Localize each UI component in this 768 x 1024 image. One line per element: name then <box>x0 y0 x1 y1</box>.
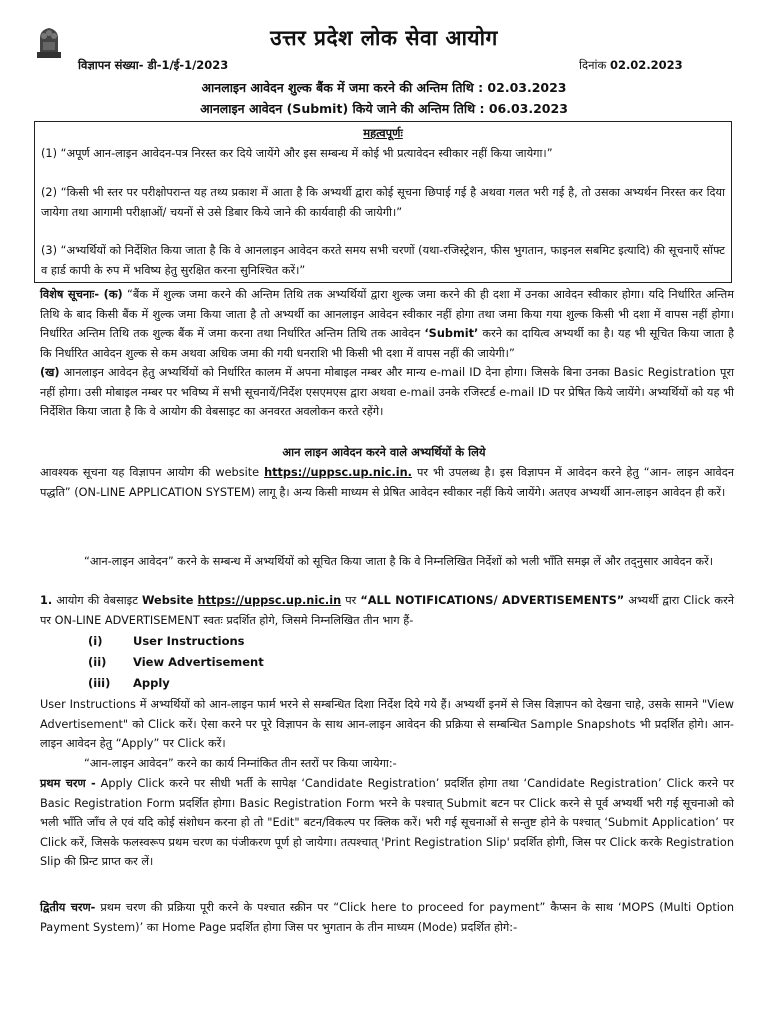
three-stages-intro <box>40 754 734 774</box>
stage-1 <box>40 774 734 872</box>
point-1-text-a: आयोग की वेबसाइट <box>52 594 142 607</box>
kha-label: (ख) <box>40 366 60 379</box>
online-applicants-heading: आन लाइन आवेदन करने वाले अभ्यर्थियों के लिये <box>282 445 486 459</box>
point-1-number: 1. <box>40 594 53 607</box>
essential-notice <box>40 463 734 502</box>
important-heading: महत्वपूर्णः <box>363 126 403 140</box>
important-notice-box <box>34 121 732 283</box>
instruction-paragraph <box>40 552 734 572</box>
instruction-text: “आन-लाइन आवेदन” करने के सम्बन्ध में अभ्यर्थियों को सूचित किया जाता है कि वे निम्नलिखित निर्देशों को भली भाँति समझ लें और तद्नुसार आवेदन करें। <box>84 555 713 568</box>
three-stages-text: “आन-लाइन आवेदन” करने का कार्य निम्नांकित तीन स्तरों पर किया जायेगा:- <box>84 757 397 770</box>
point-1 <box>40 591 734 630</box>
commission-title: उत्तर प्रदेश लोक सेवा आयोग <box>270 26 498 50</box>
part-number: (i) <box>88 634 103 648</box>
part-label: View Advertisement <box>133 655 264 669</box>
special-notice-text-a: “बैंक में शुल्क जमा करने की अन्तिम तिथि तक अभ्यर्थियों द्वारा शुल्क जमा करने की ही दशा में उनका आवेदन स्वीकार होगा। यदि निर्धारित अन्तिम तिथि के बाद किसी बैंक में शुल्क जमा किया जाता है तो अभ्यर्थी का आनलाइन आवेदन स्वीकार नहीं होगा तथा जमा किया गया शुल्क किसी भी दशा में वापस नहीं होगा। निर्धारित अन्तिम तिथि तक शुल्क बैंक में जमा करना तथा निर्धारित अन्तिम तिथि तक आवेदन <box>40 288 734 340</box>
submit-deadline: आनलाइन आवेदन (Submit) किये जाने की अन्तिम तिथि : 06.03.2023 <box>200 101 568 116</box>
special-notice-kha <box>40 363 734 422</box>
stage-2-label: द्वितीय चरण- <box>40 901 96 914</box>
advertisement-date <box>579 58 683 73</box>
stage-2-text: प्रथम चरण की प्रक्रिया पूरी करने के पश्चात स्क्रीन पर “Click here to proceed for payment” कैप्सन के साथ ‘MOPS (Multi Option Payment System)’ का Home Page प्रदर्शित होगा जिस पर भुगतान के तीन माध्यम (Mode) प्रदर्शित होगे:- <box>40 901 734 934</box>
part-number: (ii) <box>88 655 107 669</box>
website-link[interactable]: https://uppsc.up.nic.in. <box>264 466 412 479</box>
date-label: दिनांक <box>579 58 607 72</box>
kha-text: आनलाइन आवेदन हेतु अभ्यर्थियों को निर्धारित कालम में अपना मोबाइल नम्बर और मान्य e-mail ID देना होगा। जिसके बिना उनका Basic Registration पूरा नहीं होगा। उसी मोबाइल नम्बर पर भविष्य में सभी सूचनायें/निर्देश एसएमएस द्वारा अथवा e-mail उनके रजिस्टर्ड e-mail ID पर प्रेषित किये जायेंगे। अभ्यर्थियों को यह भी निर्देशित किया जाता है कि वे आयोग की वेबसाइट का अनवरत अवलोकन करते रहेंगे। <box>40 366 734 418</box>
submit-keyword: ‘Submit’ <box>424 327 479 340</box>
point-1-text-b: पर <box>341 594 361 607</box>
important-point-3: (3) “अभ्यर्थियों को निर्देशित किया जाता है कि वे आनलाइन आवेदन करते समय सभी चरणों (यथा-रजिस्ट्रेशन, फीस भुगतान, फाइनल सबमिट इत्यादि) की सूचनाएँ सॉफ्ट व हार्ड कापी के रुप में भविष्य हेतु सुरक्षित करना सुनिश्चित करें।” <box>41 244 725 277</box>
part-label: Apply <box>133 676 170 690</box>
fee-deadline: आनलाइन आवेदन शुल्क बैंक में जमा करने की अन्तिम तिथि : 02.03.2023 <box>201 80 567 95</box>
date-value: 02.02.2023 <box>609 58 683 72</box>
stage-1-text: Apply Click करने पर सीधी भर्ती के सापेक्ष ‘Candidate Registration’ प्रदर्शित होगा तथा ‘Candidate Registration’ Click करने पर Basic Registration Form प्रदर्शित होगा। Basic Registration Form भरने के पश्चात् Submit बटन पर Click करने से पूर्व अभ्यर्थी भरी गई सूचनाओ को भली भाँति जाँच ले एवं यदि कोई संशोधन करना हो तो "Edit" बटन/विकल्प पर क्लिक करें। भरी गई सूचनाओं से सन्तुष्ट होने के पश्चात् ‘Submit Application’ पर Click करें, जिसके फलस्वरूप प्रथम चरण का पंजीकरण पूर्ण हो जायेगा। तत्पश्चात् 'Print Registration Slip' प्रदर्शित होगी, जिस पर Click करके Registration Slip की प्रिन्ट प्राप्त कर लें। <box>40 777 734 868</box>
essential-notice-text-b: पर भी उपलब्ध है। इस विज्ञापन में आवेदन करने हेतु “आन- लाइन आवेदन पद्धति” (ON-LINE APPLICATION SYSTEM) लागू है। अन्य किसी माध्यम से प्रेषित आवेदन स्वीकार नहीं किये जायेंगे। अतएव अभ्यर्थी आन-लाइन आवेदन ही करें। <box>40 466 734 499</box>
stage-1-label: प्रथम चरण - <box>40 777 96 790</box>
important-point-1: (1) “अपूर्ण आन-लाइन आवेदन-पत्र निरस्त कर दिये जायेंगे और इस सम्बन्ध में कोई भी प्रत्यावेदन स्वीकार नहीं किया जायेगा।” <box>41 147 553 160</box>
part-number: (iii) <box>88 676 111 690</box>
part-label: User Instructions <box>133 634 245 648</box>
stage-2 <box>40 898 734 937</box>
website-word: Website <box>141 594 194 607</box>
part-apply <box>88 676 170 690</box>
part-user-instructions <box>88 634 245 648</box>
special-notice-label: विशेष सूचनाः- (क) <box>40 288 123 301</box>
important-point-2: (2) “किसी भी स्तर पर परीक्षोपरान्त यह तथ्य प्रकाश में आता है कि अभ्यर्थी द्वारा कोई सूचना छिपाई गई है अथवा गलत भरी गई है, तो उसका अभ्यर्थन निरस्त कर दिया जायेगा तथा आगामी परीक्षाओं/ चयनों से उसे डिबार किये जाने की कार्यवाही की जायेगी।” <box>41 186 725 219</box>
user-instructions-paragraph: User Instructions में अभ्यर्थियों को आन-लाइन फार्म भरने से सम्बन्धित दिशा निर्देश दिये गये हैं। अभ्यर्थी इनमें से जिस विज्ञापन को देखना चाहे, उसके सामने "View Advertisement" को Click करें। ऐसा करने पर पूरे विज्ञापन के साथ आन-लाइन आवेदन की प्रक्रिया से सम्बन्धित Sample Snapshots भी प्रदर्शित होगे। आन-लाइन आवेदन हेतु “Apply” पर Click करें। <box>40 698 734 750</box>
advertisement-number: विज्ञापन संख्या- डी-1/ई-1/2023 <box>78 58 229 72</box>
all-notifications-label: “ALL NOTIFICATIONS/ ADVERTISEMENTS” <box>360 594 625 607</box>
part-view-advertisement <box>88 655 264 669</box>
special-notice-ka <box>40 285 734 363</box>
essential-notice-text-a: आवश्यक सूचना यह विज्ञापन आयोग की website <box>40 466 265 479</box>
special-notice-text-b: करने का दायित्व अभ्यर्थी का है। यह भी सूचित किया जाता है कि निर्धारित आवेदन शुल्क से कम अथवा अधिक जमा की गयी धनराशि भी किसी भी दशा में वापस नहीं की जायेगी।” <box>40 327 734 360</box>
point-1-text-c: अभ्यर्थी द्वारा Click करने पर ON-LINE ADVERTISEMENT स्वतः प्रदर्शित होगे, जिसमे निम्नलिखित तीन भाग हैं- <box>40 594 734 627</box>
point-1-website-link[interactable]: https://uppsc.up.nic.in <box>197 594 342 607</box>
